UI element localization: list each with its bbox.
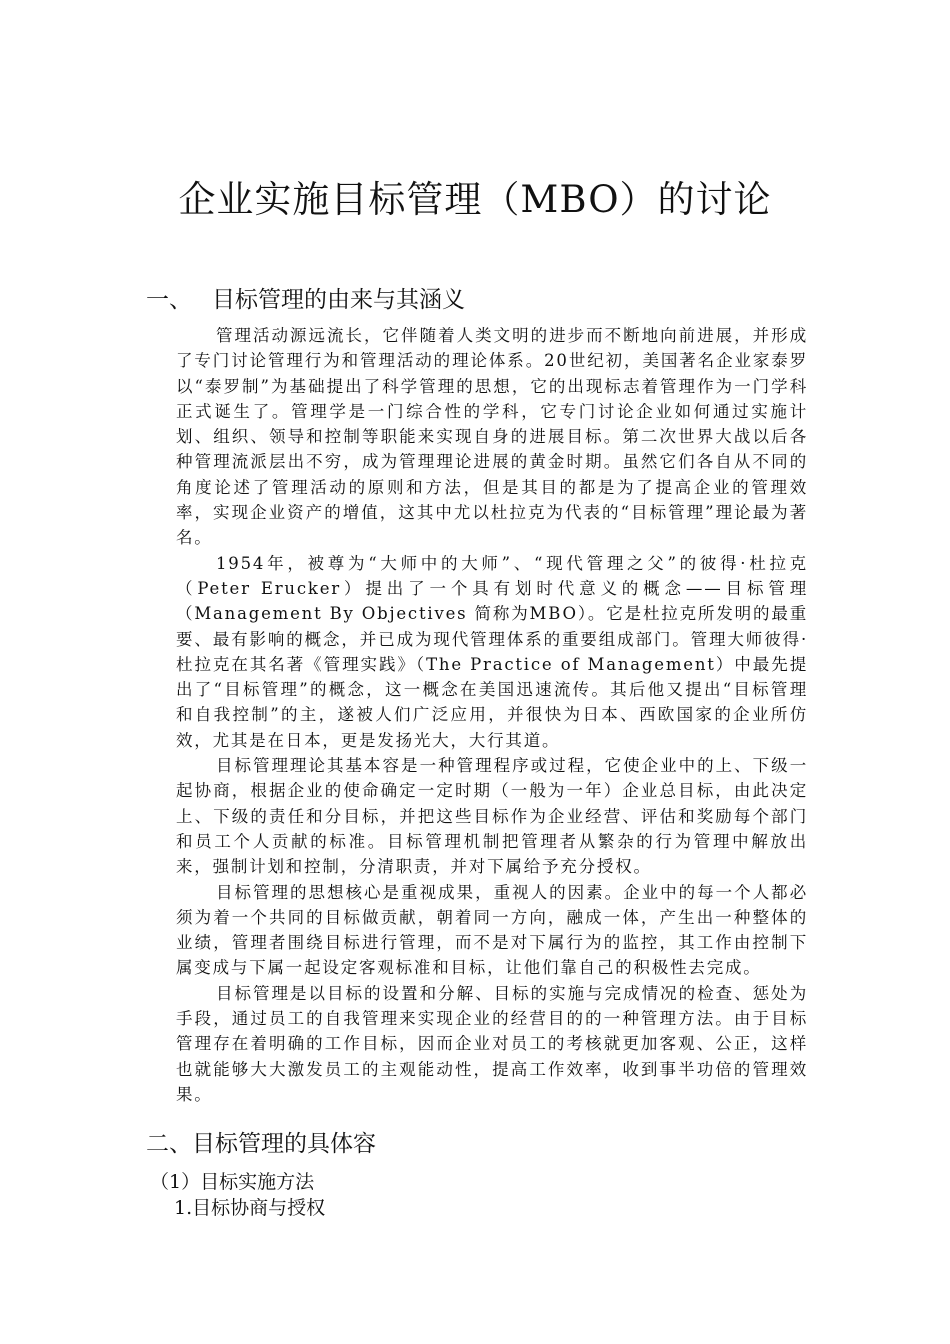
paragraph: 管理活动源远流长，它伴随着人类文明的进步而不断地向前进展，并形成了专门讨论管理行为和管理活动的理论体系。20世纪初，美国著名企业家泰罗以“泰罗制”为基础提出了科学管理的思想，它的出现标志着管理作为一门学科正式诞生了。管理学是一门综合性的学科，它专门讨论企业如何通过实施计划、组织、领导和控制等职能来实现自身的进展目标。第二次世界大战以后各种管理流派层出不穷，成为管理理论进展的黄金时期。虽然它们各自从不同的角度论述了管理活动的原则和方法，但是其目的都是为了提高企业的管理效率，实现企业资产的增值，这其中尤以杜拉克为代表的“目标管理”理论最为著名。 (176, 326, 808, 548)
subsection-heading: （1）目标实施方法 (150, 1171, 315, 1193)
paragraph: 1954年，被尊为“大师中的大师”、“现代管理之父”的彼得·杜拉克（Peter Erucker）提出了一个具有划时代意义的概念——目标管理（Management By Objectives 简称为MBO）。它是杜拉克所发明的最重要、最有影响的概念，并已成为现代管理体系的重要组成部门。管理大师彼得·杜拉克在其名著《管理实践》（The Practice of Management）中最先提出了“目标管理”的概念，这一概念在美国迅速流传。其后他又提出“目标管理和自我控制”的主，遂被人们广泛应用，并很快为日本、西欧国家的企业所仿效，尤其是在日本，更是发扬光大，大行其道。 (176, 553, 808, 750)
document-title: 企业实施目标管理（MBO）的讨论 (178, 178, 772, 221)
section-2-heading: 二、目标管理的具体容 (146, 1131, 376, 1157)
subsection-item: 1.目标协商与授权 (174, 1197, 326, 1219)
section-1-number: 一、 (146, 287, 192, 313)
section-1-body (176, 323, 808, 1107)
paragraph: 目标管理的思想核心是重视成果，重视人的因素。企业中的每一个人都必须为着一个共同的目标做贡献，朝着同一方向，融成一体，产生出一种整体的业绩，管理者围绕目标进行管理，而不是对下属行为的监控，其工作由控制下属变成与下属一起设定客观标准和目标，让他们靠自己的积极性去完成。 (176, 882, 808, 978)
section-1-title: 目标管理的由来与其涵义 (212, 287, 465, 313)
section-1-heading (146, 285, 465, 315)
paragraph: 目标管理是以目标的设置和分解、目标的实施与完成情况的检查、惩处为手段，通过员工的自我管理来实现企业的经营目的的一种管理方法。由于目标管理存在着明确的工作目标，因而企业对员工的考核就更加客观、公正，这样也就能够大大激发员工的主观能动性，提高工作效率，收到事半功倍的管理效果。 (176, 983, 808, 1104)
paragraph: 目标管理理论其基本容是一种管理程序或过程，它使企业中的上、下级一起协商，根据企业的使命确定一定时期（一般为一年）企业总目标，由此决定上、下级的责任和分目标，并把这些目标作为企业经营、评估和奖励每个部门和员工个人贡献的标准。目标管理机制把管理者从繁杂的行为管理中解放出来，强制计划和控制，分清职责，并对下属给予充分授权。 (176, 756, 808, 877)
